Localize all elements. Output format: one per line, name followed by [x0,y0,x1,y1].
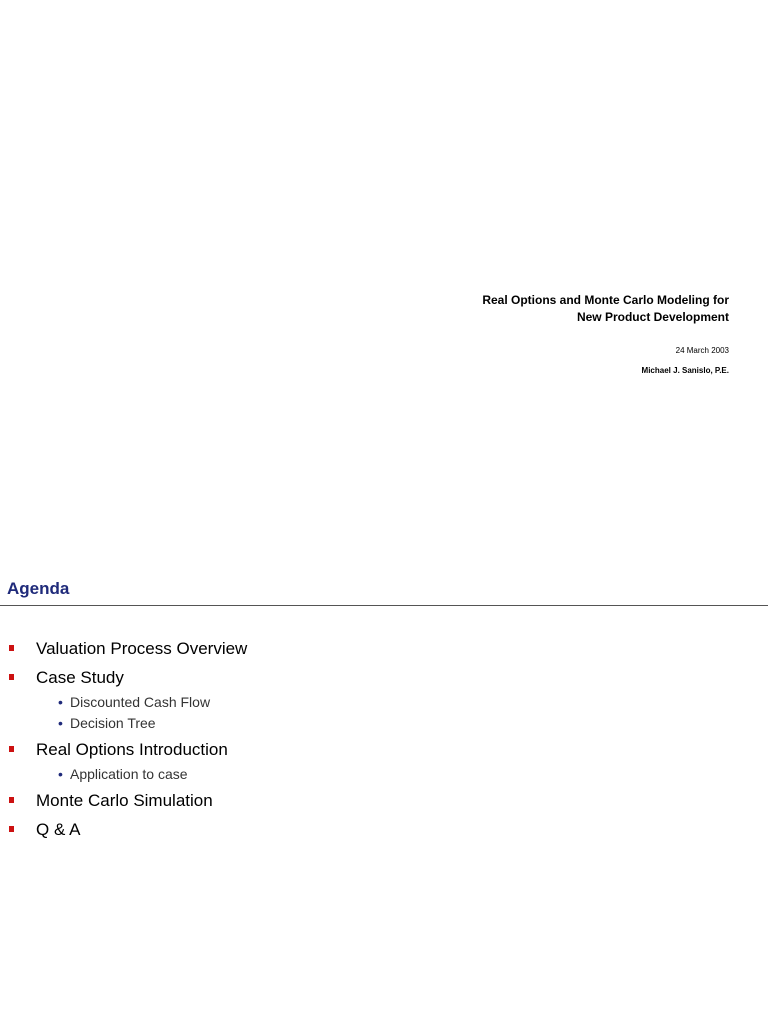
agenda-sublist [0,693,768,735]
title-block [482,292,729,376]
heading-divider [0,605,768,606]
agenda-item-label: Valuation Process Overview [36,639,248,658]
agenda-subitem [0,765,768,786]
agenda-slide [0,570,768,1024]
agenda-subitem-label: Application to case [70,766,188,782]
agenda-item-label: Case Study [36,668,124,687]
agenda-subitem-label: Decision Tree [70,715,156,731]
presentation-date: 24 March 2003 [675,346,729,355]
agenda-item [0,667,768,739]
agenda-item [0,739,768,790]
agenda-item-label: Q & A [36,820,81,839]
square-bullet-icon [9,674,14,680]
agenda-subitem [0,693,768,714]
presentation-title-line-1: Real Options and Monte Carlo Modeling for [482,293,729,307]
agenda-subitem-label: Discounted Cash Flow [70,694,211,710]
agenda-item [0,790,768,819]
agenda-item-label: Monte Carlo Simulation [36,791,213,810]
dot-bullet-icon: • [58,694,63,710]
presentation-author: Michael J. Sanislo, P.E. [641,366,729,375]
dot-bullet-icon: • [58,715,63,731]
square-bullet-icon [9,645,14,651]
square-bullet-icon [9,746,14,752]
square-bullet-icon [9,826,14,832]
agenda-subitem [0,714,768,735]
agenda-item [0,638,768,667]
agenda-item [0,819,768,848]
agenda-item-label: Real Options Introduction [36,740,228,759]
agenda-sublist [0,765,768,786]
square-bullet-icon [9,797,14,803]
dot-bullet-icon: • [58,766,63,782]
agenda-heading: Agenda [7,579,70,598]
presentation-title-line-2: New Product Development [576,310,729,324]
agenda-list [0,638,768,848]
